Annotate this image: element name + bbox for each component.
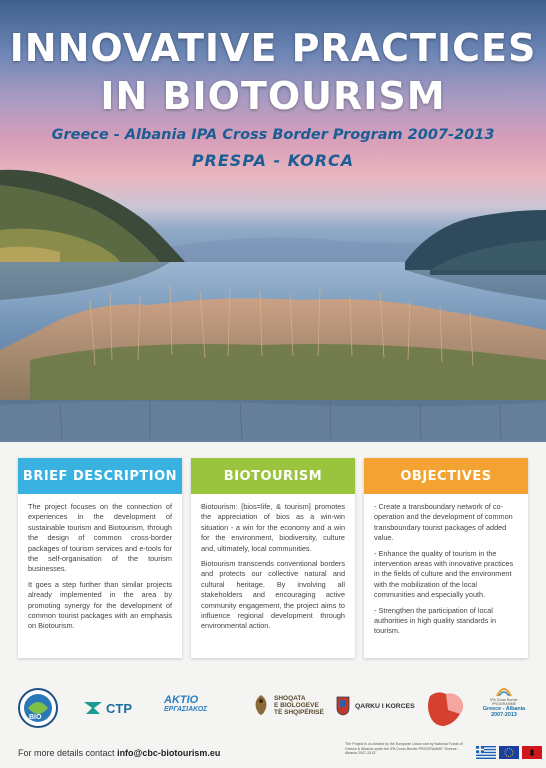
paragraph: - Strengthen the participation of local authorities in high quality standards in tourism. <box>374 605 497 636</box>
contact-email-link[interactable]: info@cbc-biotourism.eu <box>117 748 221 758</box>
qarku-logo-text: QARKU I KORCES <box>355 702 415 710</box>
contact-line <box>18 748 220 758</box>
ipa-programme-logo <box>478 686 530 718</box>
brief-description-heading: BRIEF DESCRIPTION <box>18 458 182 494</box>
footer <box>0 738 546 768</box>
brief-description-box <box>18 458 182 658</box>
shoqata-line-3: TË SHQIPËRISË <box>274 708 324 716</box>
poster-title-line-2: IN BIOTOURISM <box>100 74 446 118</box>
program-subtitle: Greece - Albania IPA Cross Border Program 2007-2013 <box>51 127 495 143</box>
map-icon <box>424 688 468 730</box>
eu-flag-icon <box>499 746 519 759</box>
programme-line-3: 2007-2013 <box>491 712 517 718</box>
paragraph: Biotourism: [bios=life, & tourism] promotes the appreciation of bios as a win-win situation - a win for the economy and a win for the environment, biodiversity, culture and, ultimately, local communities. <box>201 502 345 553</box>
paragraph: It goes a step further than similar projects already implemented in the area by promoting synergy for the development of common tourist packages with an emphasis on Biotourism. <box>28 579 172 631</box>
region-map-logo <box>424 688 468 730</box>
aktio-logo-subtext: ΕΡΓΑΣΙΑΚΟΣ <box>164 706 208 713</box>
albania-flag-icon <box>522 746 542 759</box>
biotourism-box <box>191 458 355 658</box>
greece-flag-icon <box>476 746 496 759</box>
paragraph: The project focuses on the connection of experiences in the development of sustainable tourism and Biotourism, through the design of common cross-border packages of tourism services and e-tools for the self-organisation of the tourism businesses. <box>28 502 172 574</box>
ctp-logo <box>84 700 132 716</box>
bio-globe-icon <box>18 688 58 728</box>
paragraph: - Enhance the quality of tourism in the intervention areas with innovative practices in the fields of culture and the environment with the mobilization of the local communities and especially youth. <box>374 548 514 600</box>
paragraph: - Create a transboundary network of co-operation and the development of common transboundary tourist packages of added value. <box>374 502 513 543</box>
biotourism-body <box>191 494 355 632</box>
brief-description-body <box>18 494 182 632</box>
paragraph: Biotourism transcends conventional borders and protects our collective natural and cultural heritage. By involving all stakeholders and encouraging active community engagement, the project aims to influence regional development through environmental action. <box>201 559 345 631</box>
programme-line-1: IPA Cross Border PROGRAMME <box>490 698 518 706</box>
ctp-logo-text: CTP <box>106 700 132 716</box>
aktio-logo <box>164 694 207 713</box>
qarku-logo <box>336 696 415 716</box>
poster-title-line-1: INNOVATIVE PRACTICES <box>9 26 537 70</box>
contact-label: For more details contact <box>18 748 115 758</box>
objectives-heading: OBJECTIVES <box>364 458 528 494</box>
region-subtitle: PRESPA - KORCA <box>191 151 355 170</box>
partner-logos-strip <box>0 676 546 738</box>
shoqata-line-1: SHOQATA <box>274 694 306 702</box>
biotourism-heading: BIOTOURISM <box>191 458 355 494</box>
bio-logo-text: BIO <box>29 714 42 721</box>
bio-logo <box>18 688 58 728</box>
ctp-mark-icon <box>84 700 104 716</box>
funding-statement: The Project is co-funded by the European Union and by National Funds of Greece & Albania under the IPA Cross Border PROGRAMME "Greece - Albania 2007-2013" <box>345 742 463 756</box>
programme-line-2: Greece - Albania <box>482 706 526 712</box>
coat-of-arms-icon <box>336 696 350 716</box>
programme-swirl-icon <box>496 686 512 698</box>
objectives-body <box>364 494 528 637</box>
shoqata-text-group <box>274 695 324 716</box>
bird-icon <box>252 694 270 716</box>
objectives-box <box>364 458 528 658</box>
shoqata-logo <box>252 694 324 716</box>
shoqata-line-2: E BIOLOGEVE <box>274 701 319 709</box>
aktio-logo-text: AKTIO <box>164 694 199 706</box>
